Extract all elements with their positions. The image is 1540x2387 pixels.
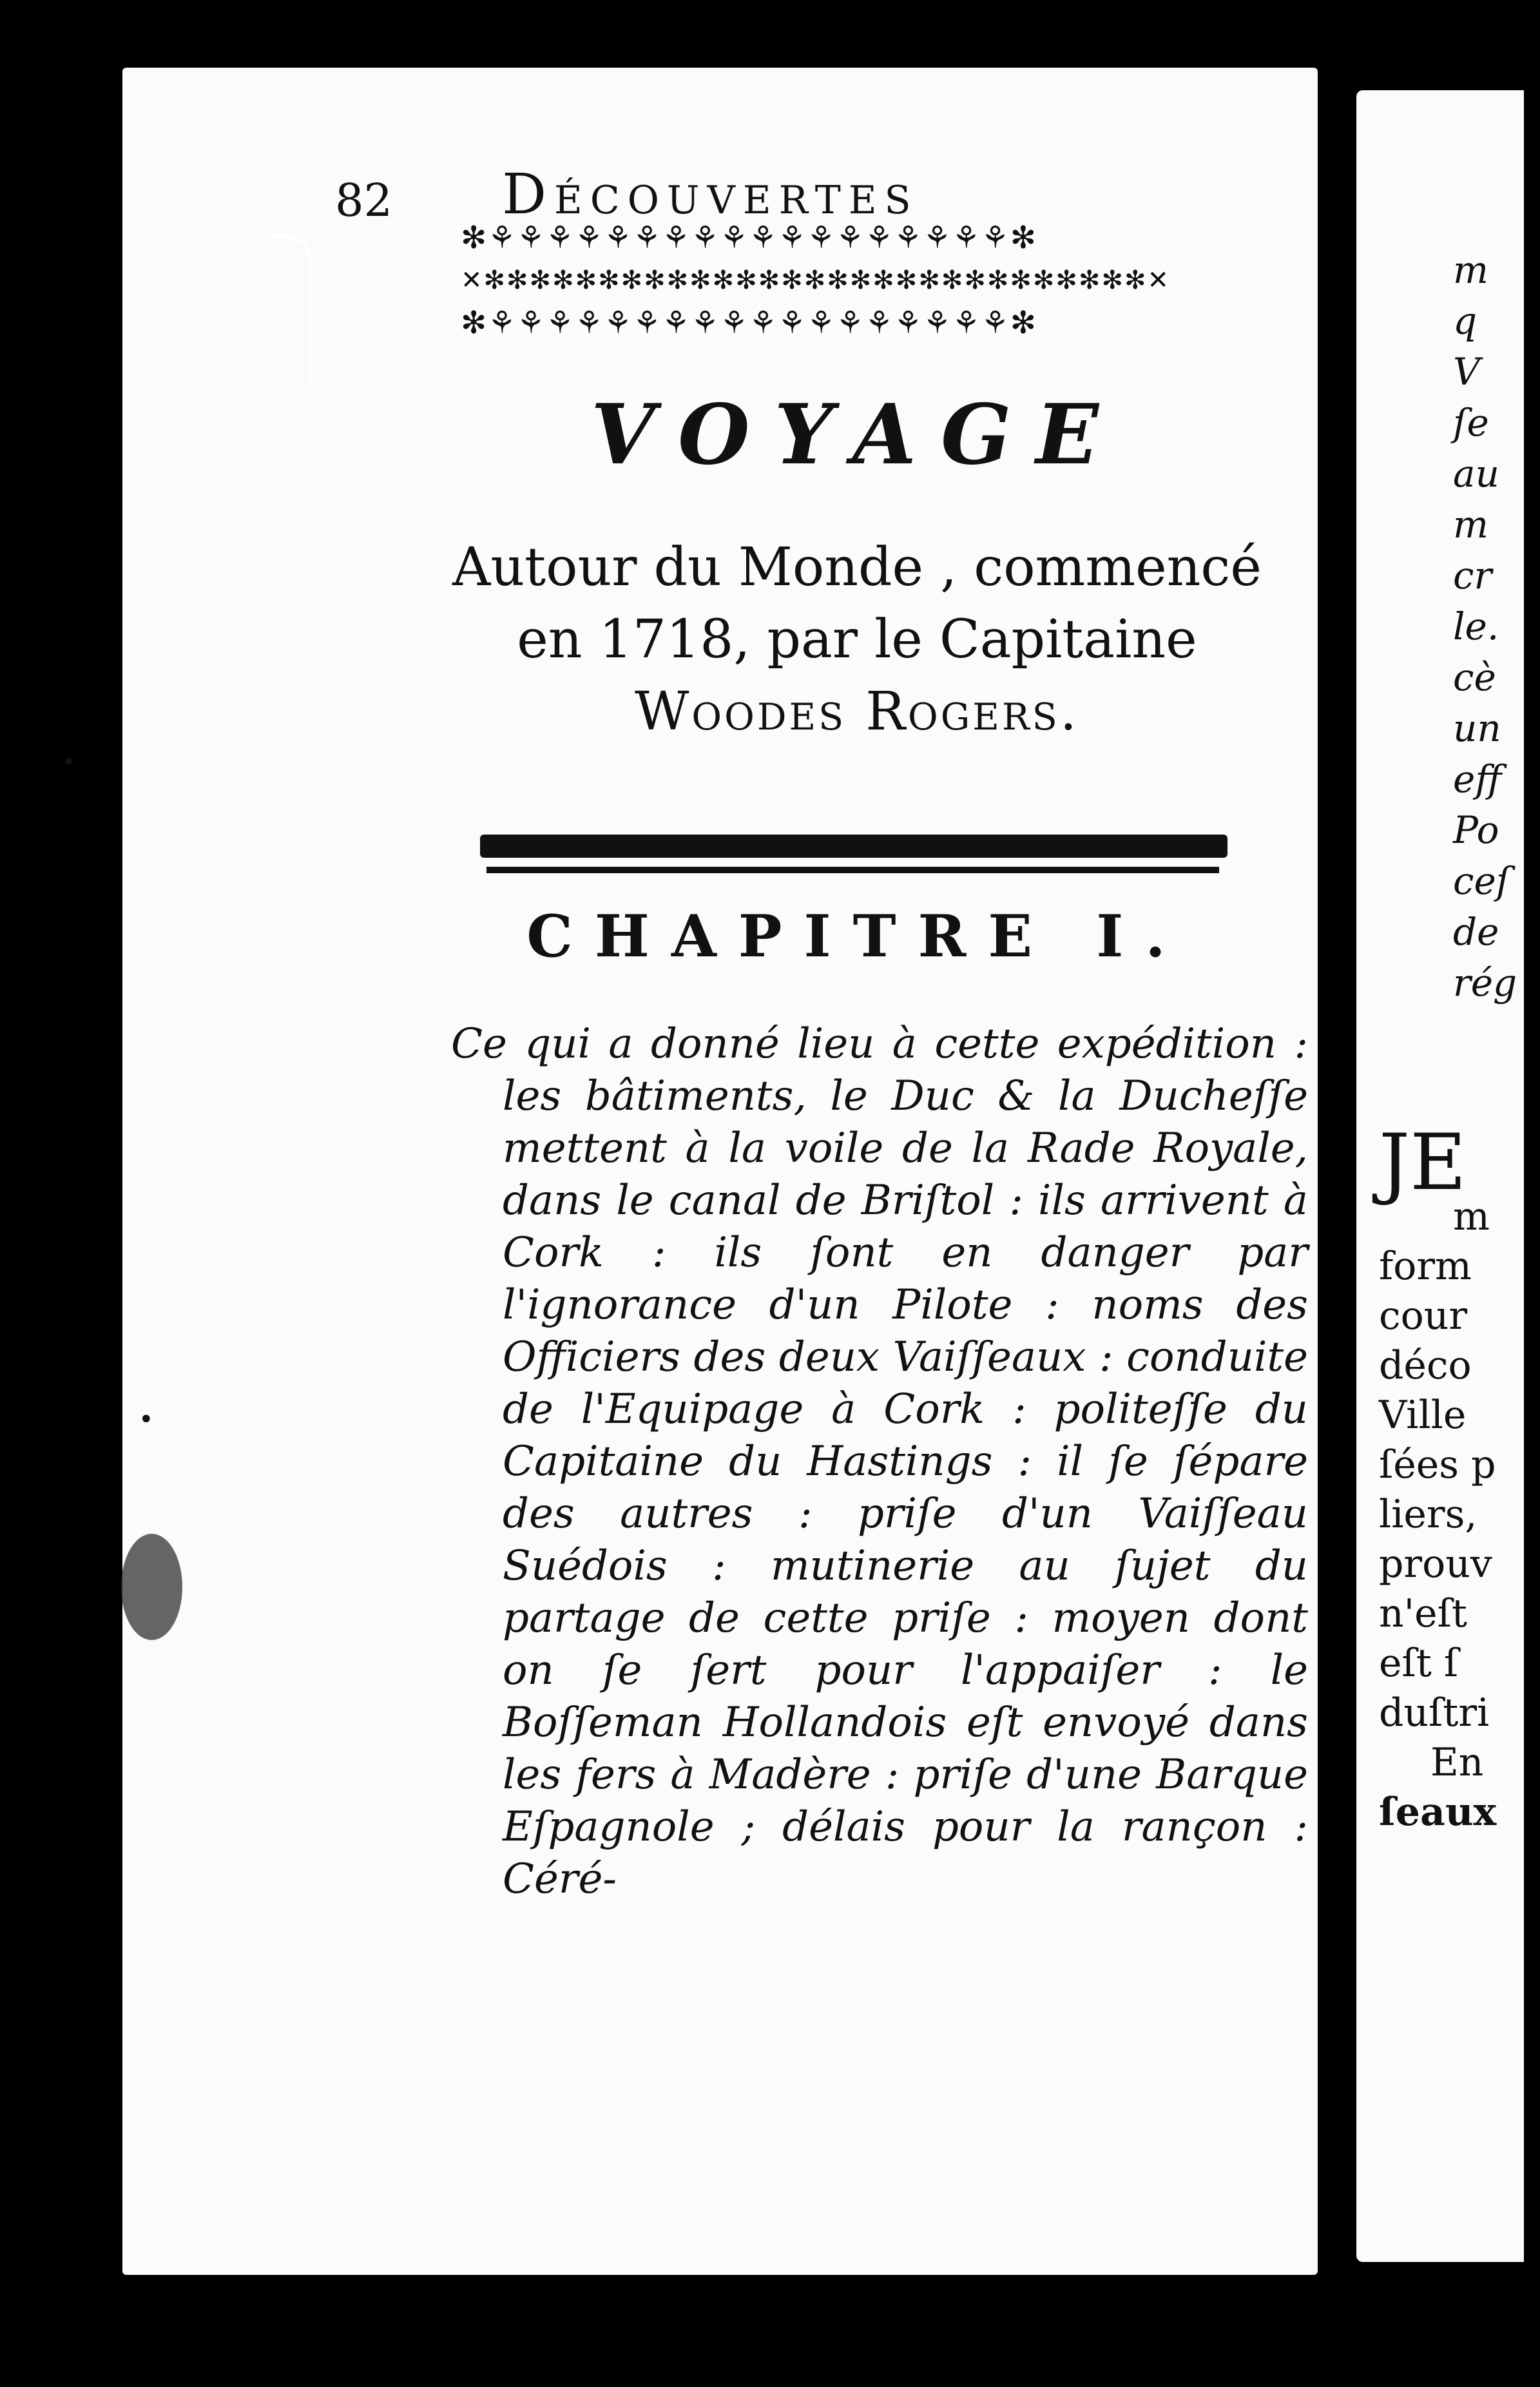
fragment: cr — [1453, 554, 1492, 597]
fragment: cour — [1379, 1293, 1468, 1338]
chapter-summary: Ce qui a donné lieu à cette expédition : les bâtiments, le Duc & la Ducheſſe mettent à la voile de la Rade Royale, dans le canal de Briſtol : ils arrivent à Cork : ils ſont en danger par l'ignorance d'un Pilote : noms des Officiers des deux Vaiſſeaux : conduite de l'Equipage à Cork : politeſſe du Capitaine du Hastings : il ſe ſépare des autres : priſe d'un Vaiſſeau Suédois : mutinerie au ſujet du partage de cette priſe : moyen dont on ſe ſert pour l'appaiſer : le Boſſeman Hollandois eſt envoyé dans les fers à Madère : priſe d'une Barque Eſpagnole ; délais pour la rançon : Céré- — [451, 1020, 1308, 1903]
fragment: Po — [1453, 808, 1499, 852]
fragment: form — [1379, 1244, 1472, 1289]
fragment: ſeaux — [1379, 1790, 1497, 1835]
running-title: Découvertes — [502, 162, 919, 227]
rule-thin — [486, 867, 1219, 873]
fragment: ceſ — [1453, 859, 1510, 903]
ink-smudge — [121, 1534, 182, 1640]
fragment: de — [1453, 910, 1499, 954]
ornament-row-bottom: ✻⚘⚘⚘⚘⚘⚘⚘⚘⚘⚘⚘⚘⚘⚘⚘⚘⚘⚘✻ — [461, 305, 1037, 341]
fragment: En — [1430, 1740, 1484, 1785]
page-number: 82 — [335, 174, 393, 227]
fragment: eſt ſ — [1379, 1641, 1459, 1686]
fragment: m — [1453, 248, 1488, 292]
rule-thick — [480, 835, 1227, 858]
right-page-body-fragments — [1379, 1118, 1540, 1837]
fragment: un — [1453, 706, 1501, 750]
fragment: rég — [1453, 961, 1517, 1005]
fragment: ſe — [1453, 401, 1489, 445]
stray-mark — [271, 235, 313, 380]
fragment: q — [1453, 299, 1477, 343]
fragment: au — [1453, 452, 1499, 496]
fragment: ſées p — [1379, 1442, 1496, 1487]
fragment: liers, — [1379, 1492, 1477, 1537]
subtitle-line-2: en 1718, par le Capitaine — [517, 609, 1197, 670]
book-title: VOYAGE — [591, 387, 1123, 483]
margin-dot: • — [139, 1405, 154, 1435]
fragment: m — [1453, 1194, 1490, 1239]
ornament-row-top: ✻⚘⚘⚘⚘⚘⚘⚘⚘⚘⚘⚘⚘⚘⚘⚘⚘⚘⚘✻ — [461, 220, 1037, 256]
fragment: Ville — [1379, 1393, 1467, 1438]
margin-dot: • — [61, 748, 77, 777]
right-page-italic-fragments — [1453, 245, 1517, 1009]
fragment: déco — [1379, 1343, 1472, 1388]
subtitle-line-1: Autour du Monde , commencé — [452, 537, 1262, 598]
fragment: cè — [1453, 655, 1496, 699]
printers-ornament — [461, 220, 1263, 341]
drop-cap-fragment: JE — [1379, 1118, 1467, 1208]
chapter-heading: CHAPITRE I. — [526, 902, 1188, 971]
subtitle-line-3: Woodes Rogers. — [635, 681, 1079, 742]
double-rule — [480, 835, 1227, 880]
fragment: le. — [1453, 604, 1499, 648]
fragment: eff — [1453, 757, 1502, 801]
subtitle — [438, 532, 1276, 748]
fragment: m — [1453, 503, 1488, 546]
fragment: V — [1453, 350, 1480, 394]
page-header — [335, 156, 1250, 227]
ornament-row-middle: ✕✻✻✻✻✻✻✻✻✻✻✻✻✻✻✻✻✻✻✻✻✻✻✻✻✻✻✻✻✻✕ — [461, 266, 1170, 295]
fragment: n'eſt — [1379, 1591, 1467, 1636]
fragment: prouv — [1379, 1541, 1492, 1587]
fragment: duſtri — [1379, 1690, 1490, 1735]
